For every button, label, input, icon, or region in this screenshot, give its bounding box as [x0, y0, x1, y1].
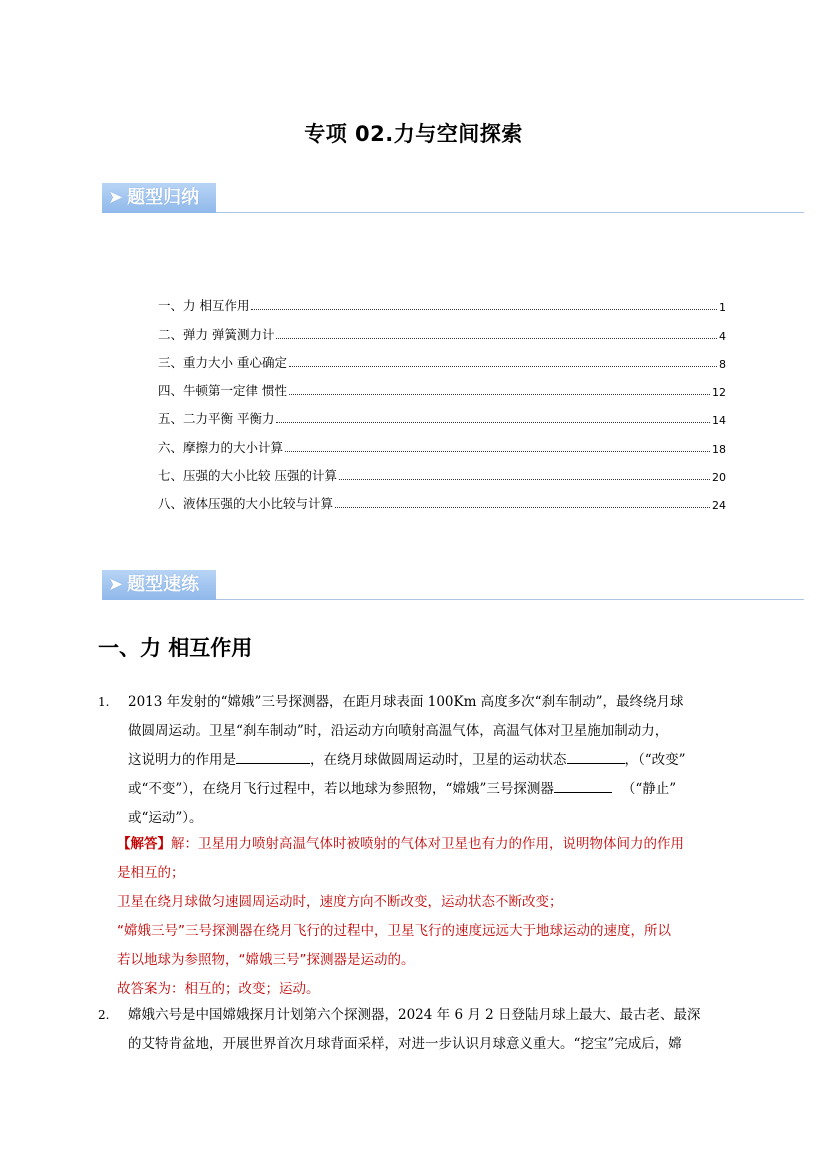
question-text: 这说明力的作用是 [128, 752, 236, 768]
toc-leader [339, 478, 710, 480]
toc-label: 一、力 相互作用 [158, 298, 250, 314]
arrow-right-icon: ➤ [108, 187, 124, 208]
answer-line [117, 830, 742, 859]
toc-label: 三、重力大小 重心确定 [158, 354, 287, 370]
toc-item[interactable] [158, 427, 726, 455]
toc-item[interactable] [158, 456, 726, 484]
toc-page: 24 [712, 499, 726, 513]
toc-page: 1 [719, 301, 726, 315]
question-number: 1. [98, 695, 110, 709]
answer-blank[interactable] [567, 749, 625, 764]
toc-leader [289, 393, 710, 395]
question-text: 或“不变”），在绕月飞行过程中，若以地球为参照物，“嫦娥”三号探测器 [128, 781, 554, 797]
banner-divider [216, 212, 804, 213]
banner-tab [102, 570, 216, 600]
section-heading: 一、力 相互作用 [98, 636, 253, 660]
answer-blank[interactable] [554, 778, 612, 793]
answer-line: “嫦娥三号”三号探测器在绕月飞行的过程中，卫星飞行的速度远远大于地球运动的速度，所以 [117, 923, 671, 939]
question-line [128, 746, 738, 775]
section-banner-practice [102, 570, 804, 602]
question-line: 嫦娥六号是中国嫦娥探月计划第六个探测器，2024 年 6 月 2 日登陆月球上最大、最古老、最深 [128, 1007, 701, 1023]
toc-item[interactable] [158, 286, 726, 314]
answer-line: 故答案为：相互的；改变；运动。 [117, 981, 320, 997]
toc-page: 18 [712, 442, 726, 456]
question-line [128, 775, 738, 804]
page-title: 专项 02.力与空间探索 [304, 122, 523, 146]
toc-label: 二、弹力 弹簧测力计 [158, 326, 275, 342]
answer-line: 若以地球为参照物，“嫦娥三号”探测器是运动的。 [117, 952, 415, 968]
banner-divider [216, 599, 804, 600]
answer-text: 解：卫星用力喷射高温气体时被喷射的气体对卫星也有力的作用，说明物体间力的作用 [171, 836, 684, 852]
toc-page: 20 [712, 471, 726, 485]
question-line: 2013 年发射的“嫦娥”三号探测器，在距月球表面 100Km 高度多次“刹车制动”，最终绕月球 [128, 694, 684, 710]
question-text: ，（“改变” [624, 752, 686, 768]
table-of-contents [158, 286, 726, 512]
toc-label: 六、摩擦力的大小计算 [158, 439, 284, 455]
toc-leader [289, 365, 717, 367]
toc-label: 五、二力平衡 平衡力 [158, 411, 275, 427]
question-line: 或“运动”）。 [128, 810, 203, 826]
answer-line: 卫星在绕月球做匀速圆周运动时，速度方向不断改变，运动状态不断改变； [117, 894, 563, 910]
banner-label: 题型速练 [127, 574, 200, 595]
question-text: ，在绕月球做圆周运动时，卫星的运动状态 [310, 752, 567, 768]
answer-blank[interactable] [236, 749, 310, 764]
toc-label: 七、压强的大小比较 压强的计算 [158, 468, 337, 484]
banner-tab [102, 183, 216, 213]
toc-label: 四、牛顿第一定律 惯性 [158, 383, 287, 399]
question-text: （“静止” [621, 781, 677, 797]
toc-page: 8 [719, 357, 726, 371]
toc-page: 12 [712, 386, 726, 400]
toc-leader [285, 450, 710, 452]
toc-item[interactable] [158, 371, 726, 399]
answer-explanation-1 [117, 830, 742, 1004]
question-number: 2. [98, 1008, 110, 1022]
toc-leader [335, 506, 710, 508]
toc-leader [276, 337, 717, 339]
toc-leader [251, 308, 717, 310]
toc-leader [276, 421, 710, 423]
toc-label: 八、液体压强的大小比较与计算 [158, 496, 334, 512]
question-line: 做圆周运动。卫星“刹车制动”时，沿运动方向喷射高温气体，高温气体对卫星施加制动力， [128, 723, 669, 739]
toc-item[interactable] [158, 343, 726, 371]
question-line: 的艾特肯盆地，开展世界首次月球背面采样，对进一步认识月球意义重大。“挖宝”完成后，嫦 [128, 1036, 682, 1052]
toc-item[interactable] [158, 484, 726, 512]
answer-line: 是相互的； [117, 865, 185, 881]
toc-item[interactable] [158, 399, 726, 427]
answer-tag: 【解答】 [117, 836, 171, 852]
question-2 [98, 1001, 738, 1059]
toc-page: 14 [712, 414, 726, 428]
toc-item[interactable] [158, 314, 726, 342]
banner-label: 题型归纳 [127, 187, 200, 208]
question-1 [98, 688, 738, 833]
toc-page: 4 [719, 329, 726, 343]
section-banner-summary [102, 183, 804, 215]
arrow-right-icon: ➤ [108, 574, 124, 595]
